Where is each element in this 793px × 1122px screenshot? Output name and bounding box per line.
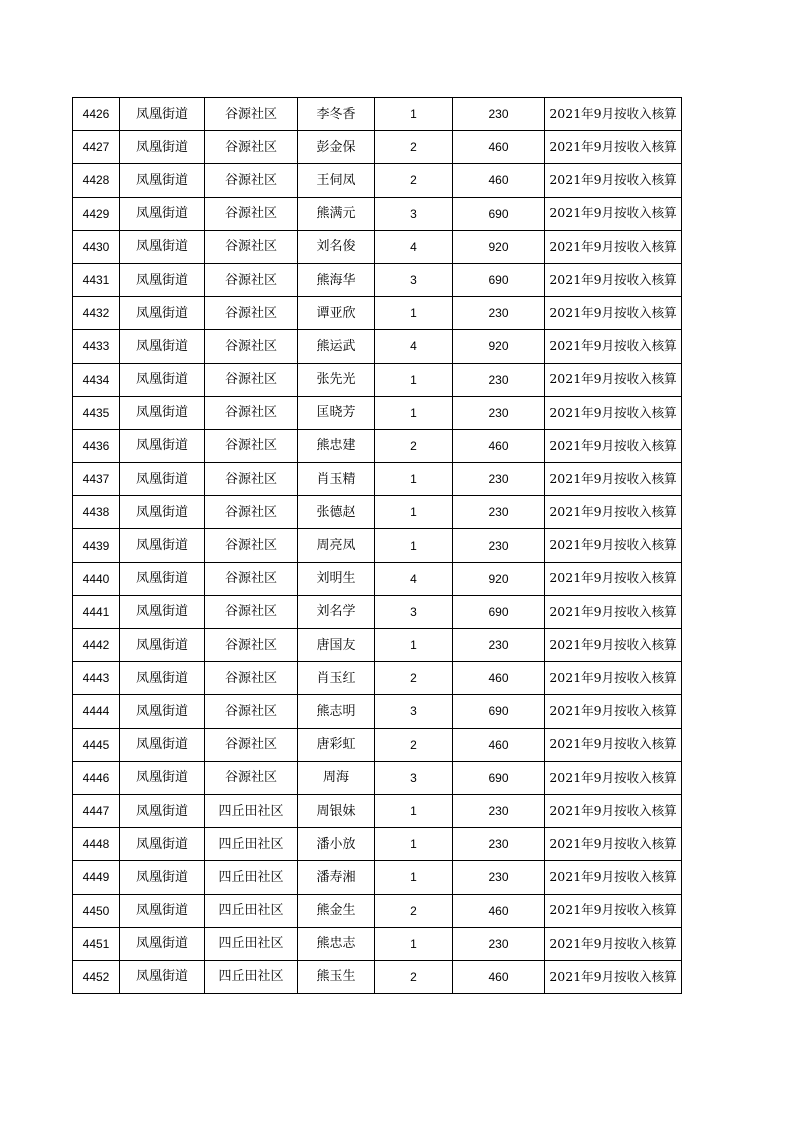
amount-cell: 460 xyxy=(453,894,545,927)
name-cell: 唐彩虹 xyxy=(298,728,375,761)
row-number-cell: 4445 xyxy=(73,728,120,761)
street-cell: 凤凰街道 xyxy=(120,496,205,529)
household-size-cell: 2 xyxy=(375,960,453,993)
table-row xyxy=(73,131,682,164)
street-cell: 凤凰街道 xyxy=(120,197,205,230)
community-cell: 四丘田社区 xyxy=(205,894,298,927)
note-cell: 2021年9月按收入核算 xyxy=(545,496,682,529)
row-number-cell: 4452 xyxy=(73,960,120,993)
household-size-cell: 1 xyxy=(375,927,453,960)
table-body xyxy=(73,98,682,994)
household-size-cell: 2 xyxy=(375,662,453,695)
table-row xyxy=(73,927,682,960)
amount-cell: 920 xyxy=(453,330,545,363)
amount-cell: 920 xyxy=(453,230,545,263)
household-size-cell: 4 xyxy=(375,330,453,363)
note-cell: 2021年9月按收入核算 xyxy=(545,463,682,496)
note-cell: 2021年9月按收入核算 xyxy=(545,761,682,794)
community-cell: 谷源社区 xyxy=(205,595,298,628)
household-size-cell: 2 xyxy=(375,894,453,927)
table-row xyxy=(73,960,682,993)
household-size-cell: 1 xyxy=(375,363,453,396)
name-cell: 谭亚欣 xyxy=(298,297,375,330)
row-number-cell: 4433 xyxy=(73,330,120,363)
amount-cell: 690 xyxy=(453,595,545,628)
table-row xyxy=(73,662,682,695)
note-cell: 2021年9月按收入核算 xyxy=(545,861,682,894)
row-number-cell: 4446 xyxy=(73,761,120,794)
row-number-cell: 4435 xyxy=(73,396,120,429)
amount-cell: 690 xyxy=(453,695,545,728)
street-cell: 凤凰街道 xyxy=(120,629,205,662)
row-number-cell: 4443 xyxy=(73,662,120,695)
street-cell: 凤凰街道 xyxy=(120,562,205,595)
row-number-cell: 4431 xyxy=(73,263,120,296)
street-cell: 凤凰街道 xyxy=(120,98,205,131)
community-cell: 谷源社区 xyxy=(205,363,298,396)
row-number-cell: 4430 xyxy=(73,230,120,263)
community-cell: 谷源社区 xyxy=(205,529,298,562)
note-cell: 2021年9月按收入核算 xyxy=(545,297,682,330)
amount-cell: 460 xyxy=(453,131,545,164)
community-cell: 四丘田社区 xyxy=(205,794,298,827)
row-number-cell: 4437 xyxy=(73,463,120,496)
community-cell: 谷源社区 xyxy=(205,263,298,296)
street-cell: 凤凰街道 xyxy=(120,230,205,263)
amount-cell: 230 xyxy=(453,297,545,330)
amount-cell: 230 xyxy=(453,98,545,131)
amount-cell: 230 xyxy=(453,861,545,894)
street-cell: 凤凰街道 xyxy=(120,794,205,827)
row-number-cell: 4450 xyxy=(73,894,120,927)
row-number-cell: 4439 xyxy=(73,529,120,562)
note-cell: 2021年9月按收入核算 xyxy=(545,629,682,662)
row-number-cell: 4440 xyxy=(73,562,120,595)
name-cell: 熊满元 xyxy=(298,197,375,230)
community-cell: 谷源社区 xyxy=(205,728,298,761)
note-cell: 2021年9月按收入核算 xyxy=(545,960,682,993)
table-row xyxy=(73,761,682,794)
row-number-cell: 4432 xyxy=(73,297,120,330)
amount-cell: 230 xyxy=(453,396,545,429)
amount-cell: 230 xyxy=(453,496,545,529)
row-number-cell: 4427 xyxy=(73,131,120,164)
note-cell: 2021年9月按收入核算 xyxy=(545,529,682,562)
table-row xyxy=(73,562,682,595)
name-cell: 熊志明 xyxy=(298,695,375,728)
note-cell: 2021年9月按收入核算 xyxy=(545,927,682,960)
community-cell: 四丘田社区 xyxy=(205,828,298,861)
amount-cell: 230 xyxy=(453,463,545,496)
name-cell: 熊忠志 xyxy=(298,927,375,960)
row-number-cell: 4428 xyxy=(73,164,120,197)
street-cell: 凤凰街道 xyxy=(120,463,205,496)
amount-cell: 230 xyxy=(453,529,545,562)
note-cell: 2021年9月按收入核算 xyxy=(545,562,682,595)
table-row xyxy=(73,728,682,761)
name-cell: 熊海华 xyxy=(298,263,375,296)
row-number-cell: 4434 xyxy=(73,363,120,396)
amount-cell: 230 xyxy=(453,363,545,396)
street-cell: 凤凰街道 xyxy=(120,927,205,960)
community-cell: 四丘田社区 xyxy=(205,960,298,993)
name-cell: 潘寿湘 xyxy=(298,861,375,894)
note-cell: 2021年9月按收入核算 xyxy=(545,662,682,695)
amount-cell: 460 xyxy=(453,429,545,462)
name-cell: 彭金保 xyxy=(298,131,375,164)
household-size-cell: 1 xyxy=(375,629,453,662)
street-cell: 凤凰街道 xyxy=(120,263,205,296)
name-cell: 张先光 xyxy=(298,363,375,396)
name-cell: 熊忠建 xyxy=(298,429,375,462)
street-cell: 凤凰街道 xyxy=(120,396,205,429)
community-cell: 谷源社区 xyxy=(205,396,298,429)
community-cell: 谷源社区 xyxy=(205,695,298,728)
community-cell: 四丘田社区 xyxy=(205,927,298,960)
community-cell: 谷源社区 xyxy=(205,330,298,363)
amount-cell: 460 xyxy=(453,960,545,993)
community-cell: 谷源社区 xyxy=(205,496,298,529)
data-table xyxy=(72,97,682,994)
row-number-cell: 4438 xyxy=(73,496,120,529)
note-cell: 2021年9月按收入核算 xyxy=(545,396,682,429)
household-size-cell: 2 xyxy=(375,131,453,164)
amount-cell: 690 xyxy=(453,263,545,296)
community-cell: 谷源社区 xyxy=(205,197,298,230)
household-size-cell: 1 xyxy=(375,98,453,131)
name-cell: 张德赵 xyxy=(298,496,375,529)
street-cell: 凤凰街道 xyxy=(120,297,205,330)
row-number-cell: 4444 xyxy=(73,695,120,728)
table-row xyxy=(73,263,682,296)
table-row xyxy=(73,629,682,662)
amount-cell: 920 xyxy=(453,562,545,595)
table-row xyxy=(73,396,682,429)
street-cell: 凤凰街道 xyxy=(120,131,205,164)
community-cell: 谷源社区 xyxy=(205,164,298,197)
note-cell: 2021年9月按收入核算 xyxy=(545,164,682,197)
table-row xyxy=(73,98,682,131)
household-size-cell: 1 xyxy=(375,861,453,894)
street-cell: 凤凰街道 xyxy=(120,330,205,363)
household-size-cell: 2 xyxy=(375,164,453,197)
amount-cell: 230 xyxy=(453,629,545,662)
name-cell: 刘名俊 xyxy=(298,230,375,263)
community-cell: 谷源社区 xyxy=(205,98,298,131)
note-cell: 2021年9月按收入核算 xyxy=(545,794,682,827)
note-cell: 2021年9月按收入核算 xyxy=(545,363,682,396)
amount-cell: 460 xyxy=(453,164,545,197)
street-cell: 凤凰街道 xyxy=(120,894,205,927)
table-row xyxy=(73,230,682,263)
note-cell: 2021年9月按收入核算 xyxy=(545,728,682,761)
row-number-cell: 4451 xyxy=(73,927,120,960)
amount-cell: 230 xyxy=(453,927,545,960)
amount-cell: 690 xyxy=(453,197,545,230)
row-number-cell: 4436 xyxy=(73,429,120,462)
name-cell: 熊运武 xyxy=(298,330,375,363)
table-row xyxy=(73,794,682,827)
note-cell: 2021年9月按收入核算 xyxy=(545,263,682,296)
household-size-cell: 1 xyxy=(375,463,453,496)
note-cell: 2021年9月按收入核算 xyxy=(545,131,682,164)
community-cell: 谷源社区 xyxy=(205,463,298,496)
street-cell: 凤凰街道 xyxy=(120,761,205,794)
household-size-cell: 3 xyxy=(375,197,453,230)
note-cell: 2021年9月按收入核算 xyxy=(545,98,682,131)
table-row xyxy=(73,496,682,529)
community-cell: 谷源社区 xyxy=(205,429,298,462)
household-size-cell: 3 xyxy=(375,695,453,728)
amount-cell: 690 xyxy=(453,761,545,794)
amount-cell: 230 xyxy=(453,794,545,827)
street-cell: 凤凰街道 xyxy=(120,960,205,993)
table-row xyxy=(73,463,682,496)
table-row xyxy=(73,297,682,330)
name-cell: 周亮凤 xyxy=(298,529,375,562)
street-cell: 凤凰街道 xyxy=(120,695,205,728)
street-cell: 凤凰街道 xyxy=(120,861,205,894)
table-row xyxy=(73,695,682,728)
table-row xyxy=(73,595,682,628)
household-size-cell: 3 xyxy=(375,263,453,296)
community-cell: 谷源社区 xyxy=(205,562,298,595)
household-size-cell: 1 xyxy=(375,496,453,529)
table-row xyxy=(73,429,682,462)
household-size-cell: 3 xyxy=(375,761,453,794)
row-number-cell: 4442 xyxy=(73,629,120,662)
household-size-cell: 3 xyxy=(375,595,453,628)
note-cell: 2021年9月按收入核算 xyxy=(545,695,682,728)
name-cell: 肖玉红 xyxy=(298,662,375,695)
amount-cell: 460 xyxy=(453,662,545,695)
table-row xyxy=(73,828,682,861)
street-cell: 凤凰街道 xyxy=(120,363,205,396)
name-cell: 熊金生 xyxy=(298,894,375,927)
row-number-cell: 4429 xyxy=(73,197,120,230)
community-cell: 四丘田社区 xyxy=(205,861,298,894)
table-row xyxy=(73,330,682,363)
table-row xyxy=(73,197,682,230)
community-cell: 谷源社区 xyxy=(205,761,298,794)
table-row xyxy=(73,164,682,197)
note-cell: 2021年9月按收入核算 xyxy=(545,828,682,861)
household-size-cell: 4 xyxy=(375,562,453,595)
name-cell: 刘明生 xyxy=(298,562,375,595)
table-row xyxy=(73,363,682,396)
note-cell: 2021年9月按收入核算 xyxy=(545,894,682,927)
household-size-cell: 1 xyxy=(375,297,453,330)
street-cell: 凤凰街道 xyxy=(120,728,205,761)
household-size-cell: 1 xyxy=(375,396,453,429)
name-cell: 肖玉精 xyxy=(298,463,375,496)
row-number-cell: 4448 xyxy=(73,828,120,861)
street-cell: 凤凰街道 xyxy=(120,529,205,562)
community-cell: 谷源社区 xyxy=(205,629,298,662)
table-row xyxy=(73,894,682,927)
row-number-cell: 4449 xyxy=(73,861,120,894)
household-size-cell: 2 xyxy=(375,728,453,761)
community-cell: 谷源社区 xyxy=(205,297,298,330)
row-number-cell: 4447 xyxy=(73,794,120,827)
note-cell: 2021年9月按收入核算 xyxy=(545,197,682,230)
household-size-cell: 1 xyxy=(375,828,453,861)
name-cell: 熊玉生 xyxy=(298,960,375,993)
note-cell: 2021年9月按收入核算 xyxy=(545,330,682,363)
street-cell: 凤凰街道 xyxy=(120,164,205,197)
household-size-cell: 1 xyxy=(375,529,453,562)
amount-cell: 230 xyxy=(453,828,545,861)
row-number-cell: 4441 xyxy=(73,595,120,628)
street-cell: 凤凰街道 xyxy=(120,828,205,861)
street-cell: 凤凰街道 xyxy=(120,662,205,695)
name-cell: 匡晓芳 xyxy=(298,396,375,429)
name-cell: 潘小放 xyxy=(298,828,375,861)
table-row xyxy=(73,861,682,894)
household-size-cell: 4 xyxy=(375,230,453,263)
name-cell: 唐国友 xyxy=(298,629,375,662)
name-cell: 周海 xyxy=(298,761,375,794)
community-cell: 谷源社区 xyxy=(205,662,298,695)
note-cell: 2021年9月按收入核算 xyxy=(545,595,682,628)
note-cell: 2021年9月按收入核算 xyxy=(545,429,682,462)
name-cell: 刘名学 xyxy=(298,595,375,628)
name-cell: 王伺凤 xyxy=(298,164,375,197)
street-cell: 凤凰街道 xyxy=(120,429,205,462)
note-cell: 2021年9月按收入核算 xyxy=(545,230,682,263)
street-cell: 凤凰街道 xyxy=(120,595,205,628)
amount-cell: 460 xyxy=(453,728,545,761)
community-cell: 谷源社区 xyxy=(205,131,298,164)
household-size-cell: 1 xyxy=(375,794,453,827)
name-cell: 李冬香 xyxy=(298,98,375,131)
household-size-cell: 2 xyxy=(375,429,453,462)
community-cell: 谷源社区 xyxy=(205,230,298,263)
row-number-cell: 4426 xyxy=(73,98,120,131)
name-cell: 周银妹 xyxy=(298,794,375,827)
table-row xyxy=(73,529,682,562)
